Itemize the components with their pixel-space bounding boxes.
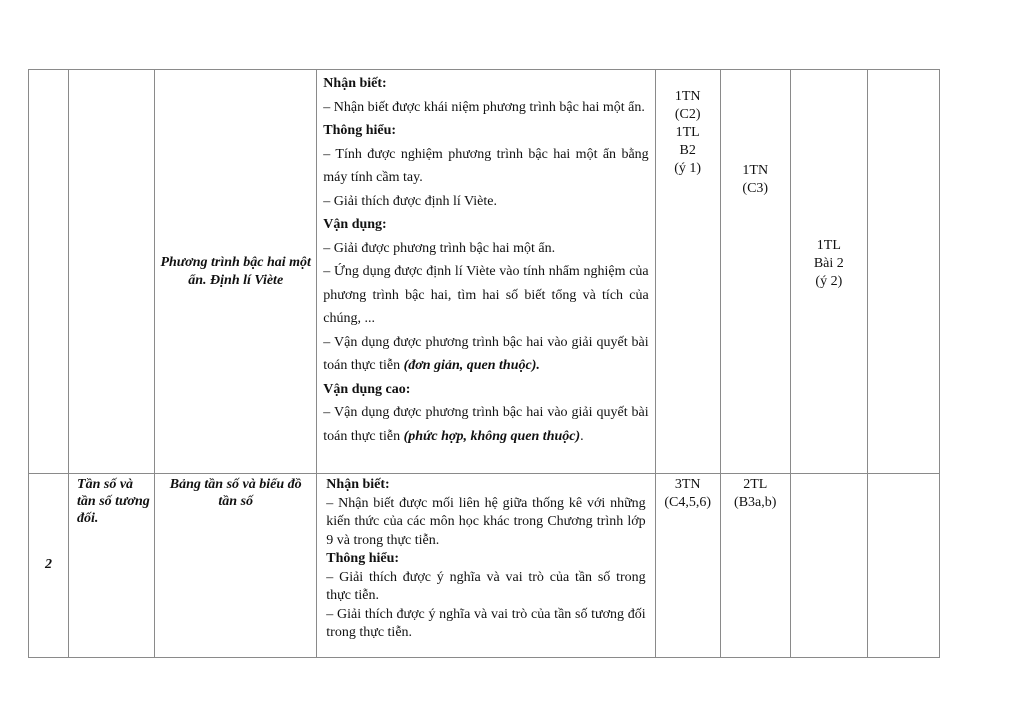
content-title: Bảng tần số và biểu đồ tần số (169, 477, 302, 509)
count-van-dung: 1TL Bài 2 (ý 2) (790, 70, 867, 474)
requirement-line: – Tính được nghiệm phương trình bậc hai một ẩn bằng máy tính cầm tay. (323, 146, 649, 185)
level-heading: Thông hiểu: (323, 123, 397, 138)
count-nhan-biet: 1TN (C2) 1TL B2 (ý 1) (655, 70, 720, 474)
requirement-line: – Nhận biết được khái niệm phương trình bậc hai một ẩn. (323, 99, 645, 115)
count-thong-hieu: 1TN (C3) (720, 70, 790, 474)
requirements-cell (317, 70, 655, 474)
requirement-line: – Giải thích được định lí Viète. (323, 193, 497, 209)
requirement-line: – Nhận biết được mối liên hệ giữa thống kê với những kiến thức của các môn học khác trong Chương trình lớp 9 và trong thực tiễn. (326, 495, 646, 548)
content-cell (155, 70, 317, 474)
count-van-dung (790, 474, 867, 658)
requirement-line: – Vận dụng được phương trình bậc hai vào giải quyết bài toán thực tiễn (đơn giản, quen thuộc). (323, 334, 649, 373)
content-cell (155, 474, 317, 658)
level-heading: Vận dụng cao: (323, 381, 411, 397)
level-heading: Nhận biết: (326, 477, 390, 492)
table-row (29, 70, 940, 474)
level-heading: Vận dụng: (323, 217, 387, 232)
stt-cell (29, 70, 69, 474)
requirements-cell (317, 474, 655, 658)
requirement-note: (đơn giản, quen thuộc). (403, 358, 540, 373)
requirement-line: – Giải thích được ý nghĩa và vai trò của tần số tương đối trong thực tiễn. (326, 606, 646, 640)
level-heading: Thông hiểu: (326, 551, 400, 566)
stt-cell: 2 (29, 474, 69, 658)
count-van-dung-cao (867, 70, 939, 474)
requirement-line: – Giải được phương trình bậc hai một ẩn. (323, 240, 556, 256)
assessment-matrix-table (28, 69, 940, 658)
content-title: Phương trình bậc hai một ẩn. Định lí Viète (160, 254, 311, 288)
topic-cell (69, 70, 155, 474)
count-nhan-biet: 3TN (C4,5,6) (655, 474, 720, 658)
topic-cell: Tần số và tần số tương đối. (69, 474, 155, 658)
requirement-line: – Ứng dụng được định lí Viète vào tính nhẩm nghiệm của phương trình bậc hai, tìm hai số biết tổng và tích của chúng, ... (323, 264, 649, 326)
requirement-note: (phức hợp, không quen thuộc) (403, 428, 581, 444)
requirement-line: – Vận dụng được phương trình bậc hai vào giải quyết bài toán thực tiễn (phức hợp, không quen thuộc). (323, 405, 649, 444)
count-thong-hieu: 2TL (B3a,b) (720, 474, 790, 658)
count-van-dung-cao (867, 474, 939, 658)
requirement-line: – Giải thích được ý nghĩa và vai trò của tần số trong thực tiễn. (326, 569, 646, 603)
level-heading: Nhận biết: (323, 76, 387, 91)
table-row (29, 474, 940, 658)
